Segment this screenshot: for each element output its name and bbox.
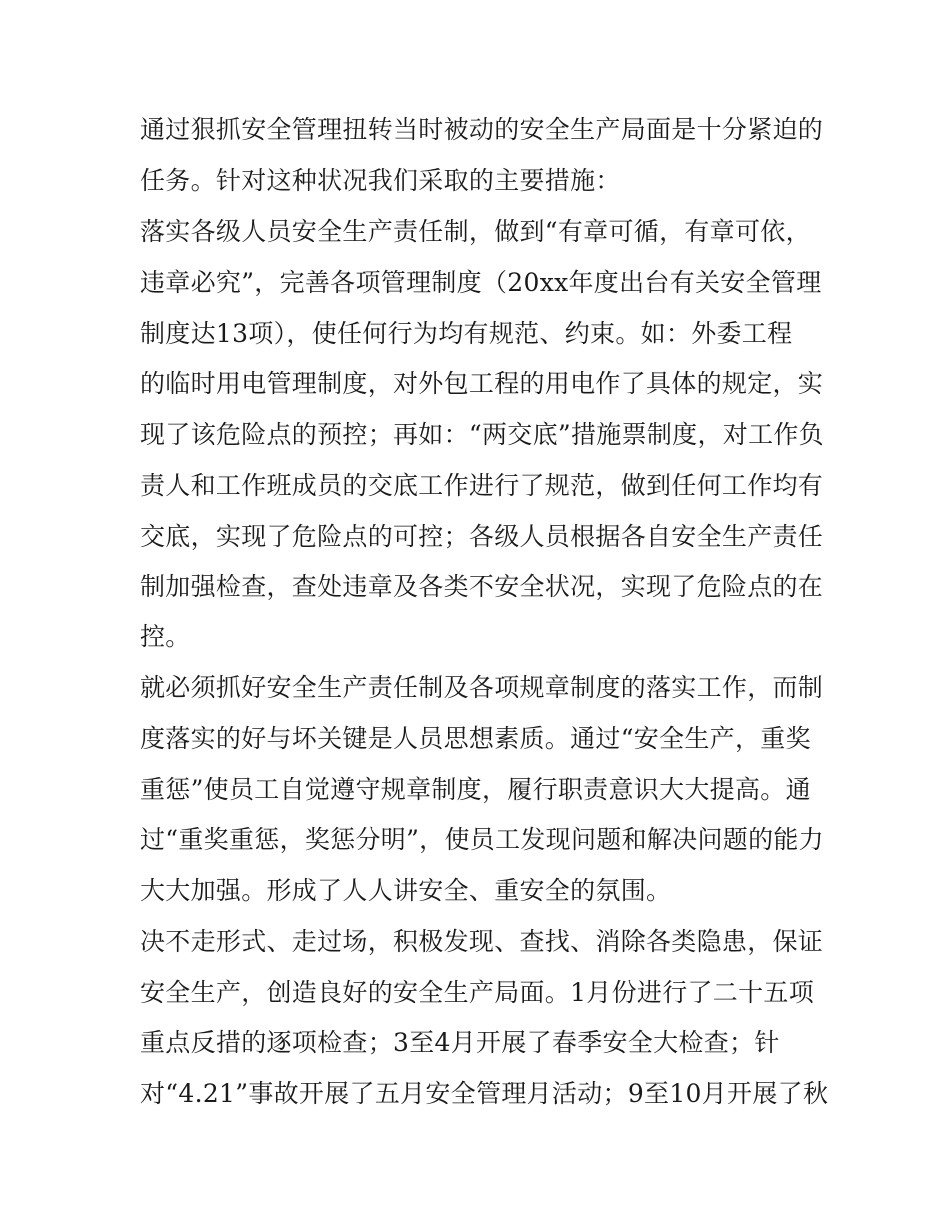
text-line: 的临时用电管理制度，对外包工程的用电作了具体的规定，实 <box>140 369 824 398</box>
text-line: 通过狠抓安全管理扭转当时被动的安全生产局面是十分紧迫的 <box>140 115 824 144</box>
text-line: 度落实的好与坏关键是人员思想素质。通过“安全生产，重奖 <box>140 724 811 753</box>
text-line: 安全生产，创造良好的安全生产局面。1月份进行了二十五项 <box>140 978 815 1007</box>
text-line: 任务。针对这种状况我们采取的主要措施： <box>140 166 621 195</box>
text-line: 制度达13项），使任何行为均有规范、约束。如：外委工程 <box>140 319 793 348</box>
text-line: 现了该危险点的预控；再如：“两交底”措施票制度，对工作负 <box>140 420 824 449</box>
text-line: 责人和工作班成员的交底工作进行了规范，做到任何工作均有 <box>140 471 824 500</box>
text-line: 过“重奖重惩，奖惩分明”，使员工发现问题和解决问题的能力 <box>140 825 824 854</box>
text-line: 对“4.21”事故开展了五月安全管理月活动；9至10月开展了秋 <box>140 1079 829 1108</box>
text-line: 决不走形式、走过场，积极发现、查找、消除各类隐患，保证 <box>140 927 824 956</box>
text-line: 落实各级人员安全生产责任制，做到“有章可循，有章可依， <box>140 217 811 246</box>
text-line: 大大加强。形成了人人讲安全、重安全的氛围。 <box>140 876 672 905</box>
text-line: 就必须抓好安全生产责任制及各项规章制度的落实工作，而制 <box>140 673 824 702</box>
text-line: 重点反措的逐项检查；3至4月开展了春季安全大检查；针 <box>140 1028 780 1057</box>
text-line: 交底，实现了危险点的可控；各级人员根据各自安全生产责任 <box>140 522 824 551</box>
text-line: 制加强检查，查处违章及各类不安全状况，实现了危险点的在 <box>140 572 824 601</box>
text-line: 控。 <box>140 622 191 651</box>
text-line: 重惩”使员工自觉遵守规章制度，履行职责意识大大提高。通 <box>140 775 811 804</box>
text-line: 违章必究”，完善各项管理制度（20xx年度出台有关安全管理 <box>140 268 822 297</box>
